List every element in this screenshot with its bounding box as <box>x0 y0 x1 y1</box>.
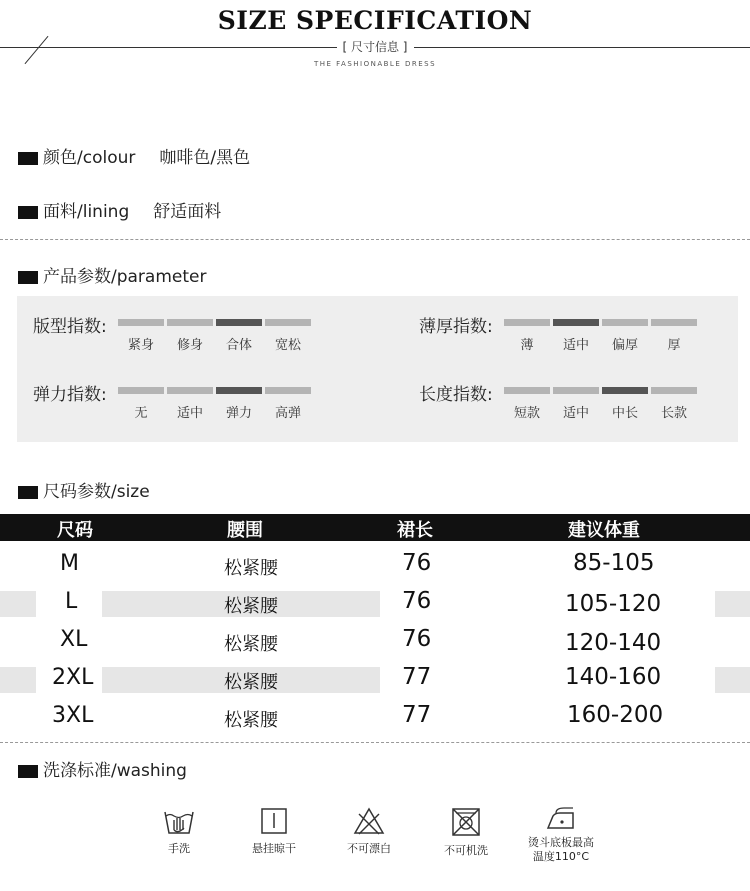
size-table-header <box>0 514 750 541</box>
wash-caption-line: 烫斗底板最高 <box>528 836 594 849</box>
param-option: 无 <box>134 406 148 421</box>
hand-wash-icon <box>162 806 196 836</box>
param-bar-selected <box>216 319 262 326</box>
param-bar <box>265 319 311 326</box>
size-heading <box>18 477 150 502</box>
param-bar <box>167 387 213 394</box>
parameter-heading <box>18 262 206 287</box>
param-bar <box>504 387 550 394</box>
bullet-square-icon <box>18 271 38 284</box>
colour-row <box>18 143 250 168</box>
bullet-square-icon <box>18 206 38 219</box>
washing-heading <box>18 756 187 781</box>
lining-label: 面料/lining <box>43 202 130 222</box>
wash-caption: 不可机洗 <box>444 844 488 857</box>
parameter-panel <box>17 296 738 442</box>
wash-caption: 悬挂晾干 <box>252 842 296 855</box>
size-cell: 3XL <box>52 703 94 728</box>
page-title: SIZE SPECIFICATION <box>217 6 533 35</box>
size-col-header: 尺码 <box>57 520 93 541</box>
size-col-header: 腰围 <box>227 520 263 541</box>
param-bars <box>504 387 697 394</box>
param-label: 长度指数: <box>419 385 493 405</box>
param-option: 高弹 <box>274 406 301 421</box>
weight-cell: 160-200 <box>567 702 664 728</box>
param-option: 弹力 <box>225 406 252 421</box>
wash-item <box>516 806 606 864</box>
param-bar-selected <box>602 387 648 394</box>
param-bar <box>553 387 599 394</box>
param-bars <box>118 387 311 394</box>
param-label: 版型指数: <box>33 317 107 337</box>
wash-caption-line: 温度110°C <box>532 850 590 863</box>
table-row <box>0 549 750 581</box>
row-stripe <box>0 591 36 617</box>
washing-heading-text: 洗涤标准/washing <box>43 761 187 781</box>
wash-caption: 手洗 <box>168 842 190 855</box>
section-divider <box>0 239 750 240</box>
param-bar <box>651 387 697 394</box>
row-stripe <box>715 591 750 617</box>
header-subtitle <box>0 38 750 55</box>
waist-cell: 松紧腰 <box>224 634 278 655</box>
param-bars <box>118 319 311 326</box>
param-option: 适中 <box>176 406 203 421</box>
wash-item <box>150 806 208 856</box>
lining-row <box>18 197 221 222</box>
bullet-square-icon <box>18 486 38 499</box>
wash-item <box>337 806 401 856</box>
param-option: 短款 <box>513 406 540 421</box>
param-bar-selected <box>216 387 262 394</box>
weight-cell: 105-120 <box>565 591 662 617</box>
row-stripe <box>715 667 750 693</box>
bullet-square-icon <box>18 765 38 778</box>
weight-cell: 140-160 <box>565 664 662 690</box>
length-cell: 76 <box>402 550 432 576</box>
param-bar <box>602 319 648 326</box>
header-tagline: THE FASHIONABLE DRESS <box>313 60 437 68</box>
length-cell: 77 <box>402 702 432 728</box>
param-options <box>504 334 697 353</box>
size-cell: XL <box>60 627 88 652</box>
param-option: 紧身 <box>127 338 154 353</box>
param-bar <box>504 319 550 326</box>
param-option: 宽松 <box>274 338 301 353</box>
wash-caption: 不可漂白 <box>347 842 391 855</box>
weight-cell: 120-140 <box>565 630 662 656</box>
param-option: 适中 <box>562 406 589 421</box>
parameter-heading-text: 产品参数/parameter <box>43 267 207 287</box>
wash-item <box>434 806 498 858</box>
size-col-header: 建议体重 <box>568 520 640 541</box>
weight-cell: 85-105 <box>573 550 655 576</box>
param-options <box>118 334 311 353</box>
hang-dry-icon <box>259 806 289 836</box>
waist-cell: 松紧腰 <box>224 672 278 693</box>
lining-value: 舒适面料 <box>153 202 222 222</box>
colour-label: 颜色/colour <box>43 148 136 168</box>
header-subtitle-text: [ 尺寸信息 ] <box>337 40 414 54</box>
param-bar <box>118 387 164 394</box>
param-option: 厚 <box>667 338 681 353</box>
size-cell: L <box>65 589 78 614</box>
param-bar <box>265 387 311 394</box>
section-divider <box>0 742 750 743</box>
size-cell: 2XL <box>52 665 94 690</box>
waist-cell: 松紧腰 <box>224 558 278 579</box>
colour-value: 咖啡色/黑色 <box>159 148 251 168</box>
length-cell: 76 <box>402 626 432 652</box>
param-label: 薄厚指数: <box>419 317 493 337</box>
param-label: 弹力指数: <box>33 385 107 405</box>
row-stripe <box>0 667 36 693</box>
size-col-header: 裙长 <box>397 520 433 541</box>
size-cell: M <box>60 551 79 576</box>
param-options <box>504 402 697 421</box>
no-bleach-icon <box>352 806 386 836</box>
length-cell: 76 <box>402 588 432 614</box>
length-cell: 77 <box>402 664 432 690</box>
param-bar <box>118 319 164 326</box>
param-option: 修身 <box>176 338 203 353</box>
table-row <box>0 701 750 733</box>
waist-cell: 松紧腰 <box>224 596 278 617</box>
param-option: 适中 <box>562 338 589 353</box>
table-row <box>0 625 750 657</box>
size-heading-text: 尺码参数/size <box>43 482 150 502</box>
param-bars <box>504 319 697 326</box>
param-bar <box>651 319 697 326</box>
waist-cell: 松紧腰 <box>224 710 278 731</box>
param-option: 偏厚 <box>611 338 638 353</box>
table-row <box>0 663 750 695</box>
iron-icon <box>544 806 578 834</box>
param-option: 合体 <box>225 338 252 353</box>
wash-caption <box>516 836 606 864</box>
param-option: 中长 <box>611 406 638 421</box>
table-row <box>0 587 750 619</box>
bullet-square-icon <box>18 152 38 165</box>
param-bar <box>167 319 213 326</box>
param-option: 薄 <box>520 338 534 353</box>
param-option: 长款 <box>660 406 687 421</box>
no-machine-wash-icon <box>450 806 482 838</box>
param-bar-selected <box>553 319 599 326</box>
wash-item <box>240 806 308 856</box>
param-options <box>118 402 311 421</box>
